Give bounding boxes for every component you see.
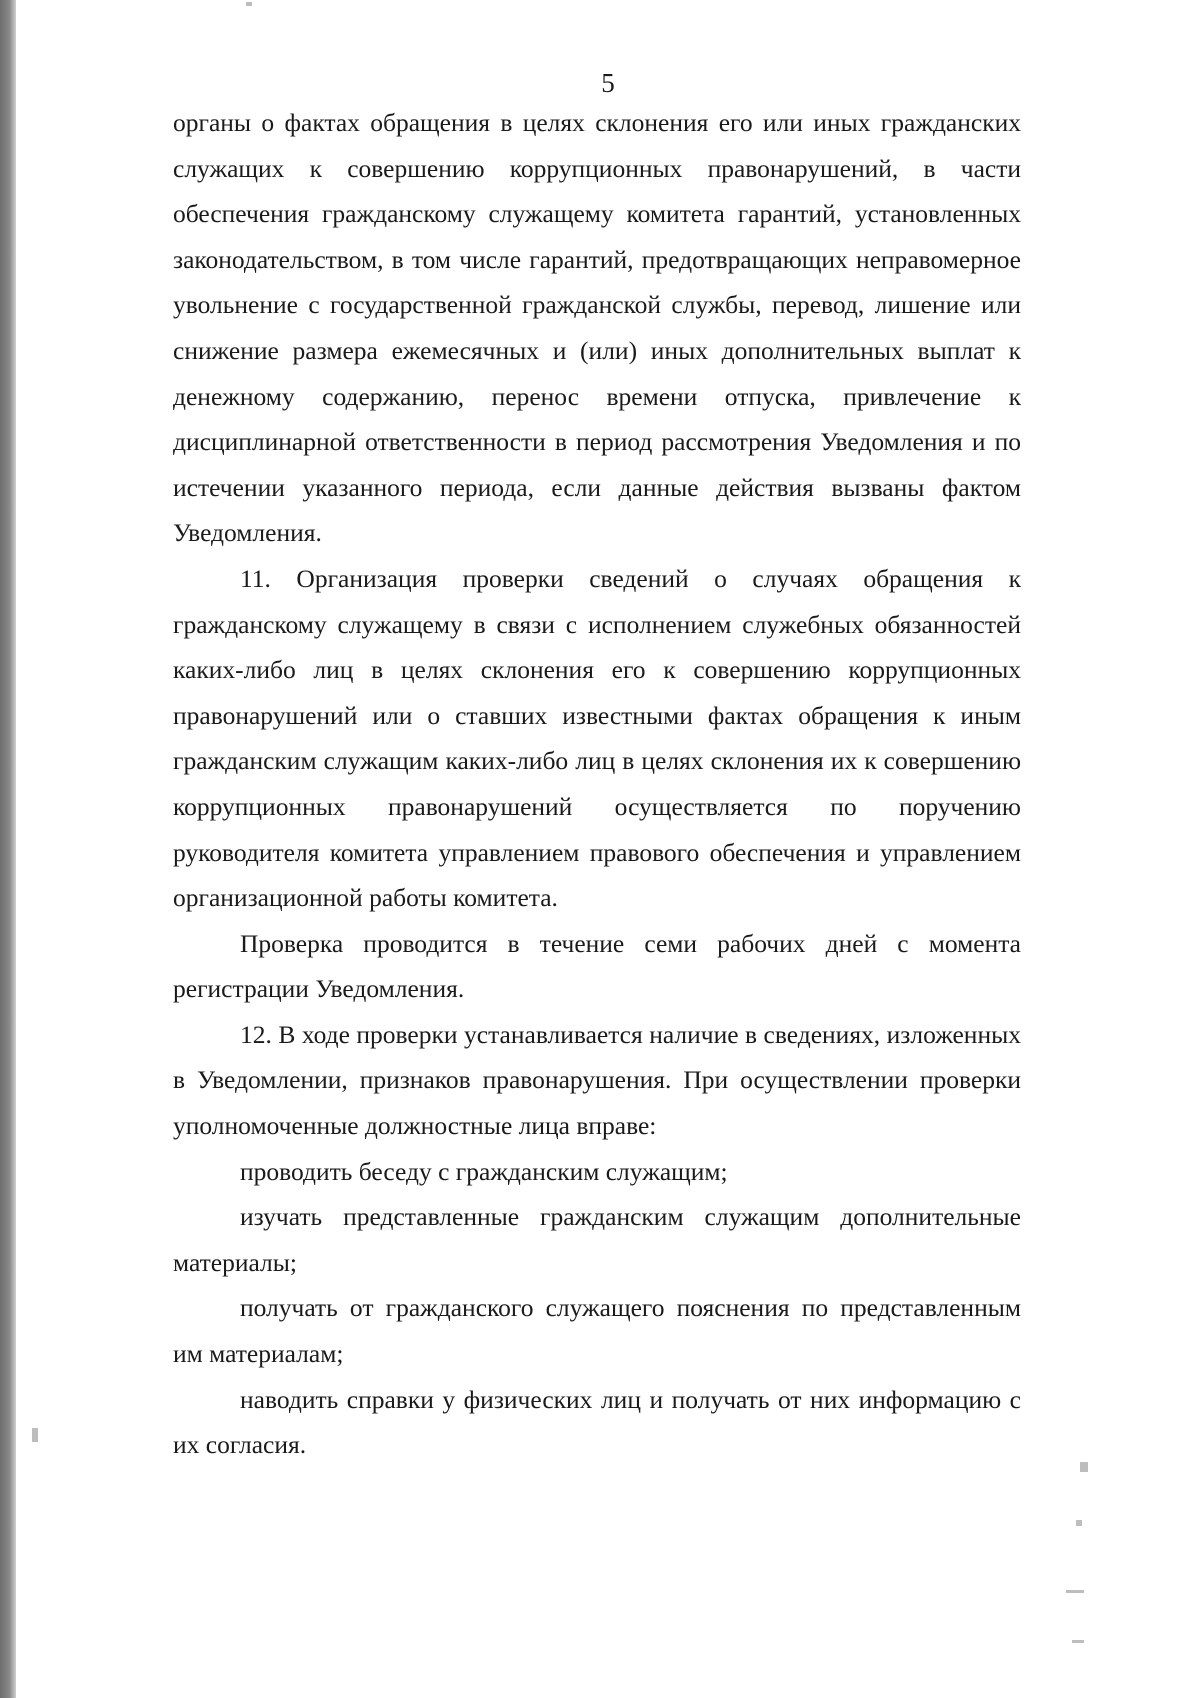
list-item-make-inquiries: наводить справки у физических лиц и получать от них информацию с их согласия. xyxy=(173,1384,1021,1460)
list-item-study-materials: изучать представленные гражданским служащим дополнительные материалы; xyxy=(173,1202,1021,1277)
paragraph-item-12: 12. В ходе проверки устанавливается наличие в сведениях, изложенных в Уведомлении, признаков правонарушения. При осуществлении проверки уполномоченные должностные лица вправе: xyxy=(173,1019,1021,1141)
list-item-conversation: проводить беседу с гражданским служащим; xyxy=(240,1156,728,1186)
paragraph-item-11: 11. Организация проверки сведений о случаях обращения к гражданскому служащему в связи с исполнением служебных обязанностей каких-либо лиц в целях склонения его к совершению коррупционных правонарушений или о ставших известными фактах обращения к иным гражданским служащим каких-либо лиц в целях склонения их к совершению коррупционных правонарушений осуществляется по поручению руководителя комитета управлением правового обеспечения и управлением организационной работы комитета. xyxy=(173,563,1021,913)
document-body xyxy=(173,100,1021,1468)
paragraph-check-duration: Проверка проводится в течение семи рабочих дней с момента регистрации Уведомления. xyxy=(173,928,1021,1004)
document-page xyxy=(16,0,1200,1698)
scan-artifact xyxy=(1066,1590,1084,1593)
scan-edge-shadow xyxy=(0,0,16,1698)
list-item-get-explanations: получать от гражданского служащего пояснения по представленным им материалам; xyxy=(173,1293,1021,1369)
scan-artifact xyxy=(32,1428,38,1442)
paragraph-continuation: органы о фактах обращения в целях склонения его или иных гражданских служащих к совершению коррупционных правонарушений, в части обеспечения гражданскому служащему комитета гарантий, установленных законодательством, в том числе гарантий, предотвращающих неправомерное увольнение с государственной гражданской службы, перевод, лишение или снижение размера ежемесячных и (или) иных дополнительных выплат к денежному содержанию, перенос времени отпуска, привлечение к дисциплинарной ответственности в период рассмотрения Уведомления и по истечении указанного периода, если данные действия вызваны фактом Уведомления. xyxy=(173,108,1021,548)
scan-artifact xyxy=(1076,1520,1082,1526)
page-number: 5 xyxy=(601,68,615,98)
scan-artifact xyxy=(246,2,252,6)
scan-artifact xyxy=(1072,1640,1084,1643)
scan-artifact xyxy=(1080,1462,1088,1472)
